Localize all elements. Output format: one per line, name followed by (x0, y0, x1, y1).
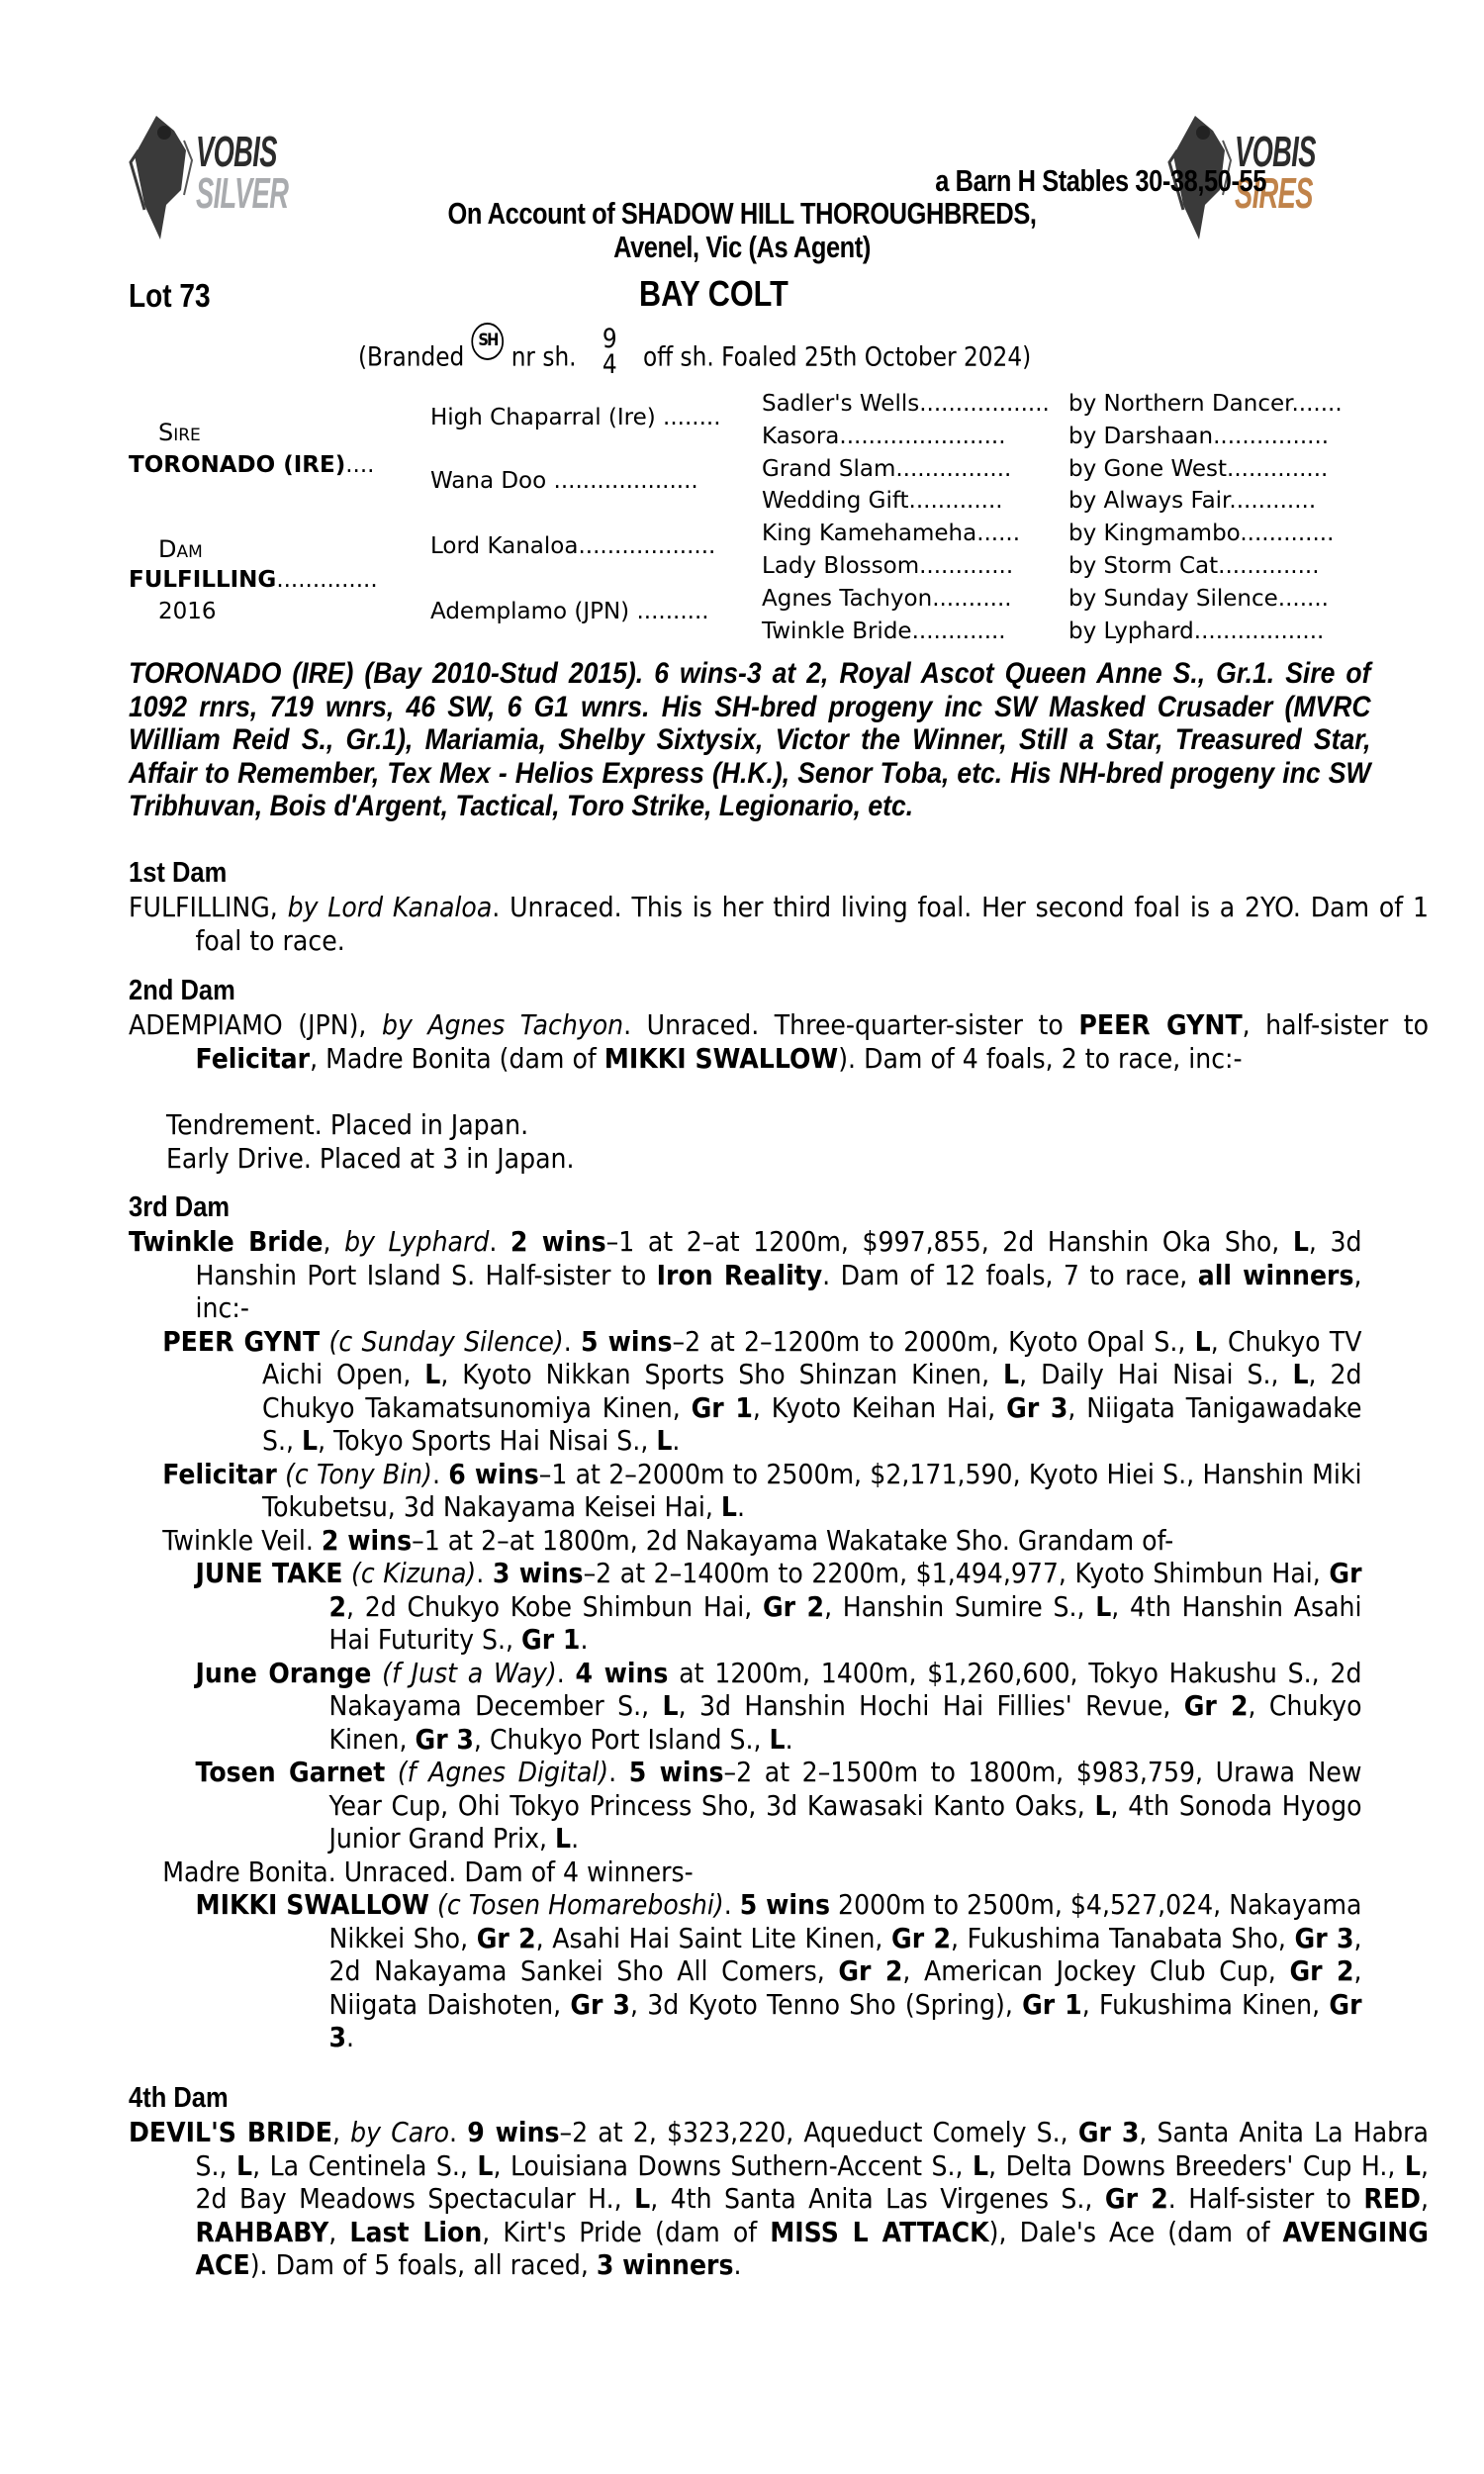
text: , La Centinela S., (252, 2148, 478, 2182)
great-grandparent-name: Lady Blossom (762, 553, 920, 579)
black-type-name: RAHBABY (195, 2215, 329, 2248)
winners-summary: 3 winners (596, 2248, 734, 2281)
grandparent-name: Wana Doo (430, 468, 547, 494)
race-grade: Gr 3 (415, 1722, 474, 1756)
great-grandparent-sire-name: by Storm Cat (1068, 553, 1219, 579)
second-dam-text (129, 1008, 1429, 1075)
progeny-name: Felicitar (162, 1457, 277, 1490)
text: , 2d Bay Meadows Spectacular H., (195, 2148, 1429, 2215)
black-type-name: Iron Reality (656, 1258, 823, 1291)
wins: 5 wins (628, 1756, 724, 1788)
wins: 4 wins (575, 1656, 669, 1689)
text: , (1420, 2182, 1429, 2215)
race-grade: L (973, 2148, 989, 2182)
text: , Niigata Daishoten, (328, 1954, 1362, 2021)
race-grade: Gr 2 (476, 1921, 536, 1954)
race-grade: Gr 2 (762, 1589, 825, 1623)
progeny-sire: (c Sunday Silence) (328, 1324, 564, 1358)
race-grade: L (1292, 1225, 1309, 1258)
progeny-name: MIKKI SWALLOW (195, 1888, 429, 1921)
text: , Tokyo Sports Hai Nisai S., (318, 1424, 657, 1457)
dam-year: 2016 (158, 599, 217, 624)
text: –2 at 2–1200m to 2000m, Kyoto Opal S., (672, 1324, 1195, 1358)
race-grade: L (720, 1490, 737, 1523)
race-grade: L (769, 1722, 786, 1756)
race-grade: L (634, 2182, 651, 2215)
first-dam-heading: 1st Dam (129, 857, 228, 889)
great-grandparent-sire-name: by Darshaan (1068, 423, 1214, 449)
text: , 2d Chukyo Takamatsunomiya Kinen, (262, 1358, 1362, 1424)
text: . (672, 1424, 681, 1457)
text: –2 at 2, $323,220, Aqueduct Comely S., (559, 2116, 1078, 2148)
progeny-twinkle-veil (129, 1524, 1362, 1558)
text: , Hanshin Sumire S., (824, 1589, 1096, 1623)
text: . Dam of 12 foals, 7 to race, (822, 1258, 1198, 1291)
text: , Daily Hai Nisai S., (1019, 1358, 1293, 1390)
first-dam-text (129, 891, 1429, 957)
race-grade: Gr 2 (328, 1557, 1362, 1623)
great-grandparent-sire-name: by Gone West (1068, 455, 1228, 482)
text: . (580, 1623, 589, 1656)
text: . Half-sister to (1167, 2182, 1364, 2215)
great-grandparent-dots: ............. (908, 488, 1003, 515)
lot-number: Lot 73 (129, 277, 211, 314)
race-grade: L (1094, 1788, 1111, 1822)
text: –1 at 2–at 1800m, 2d Nakayama Wakatake Sho. Grandam of- (412, 1523, 1174, 1557)
progeny-sire: (f Agnes Digital) (397, 1756, 609, 1788)
progeny-sire: (c Tony Bin) (285, 1457, 432, 1490)
race-grade: Gr 3 (570, 1987, 630, 2021)
race-grade: L (662, 1689, 679, 1722)
text: , 2d Chukyo Kobe Shimbun Hai, (346, 1589, 763, 1623)
race-grade: L (236, 2148, 253, 2182)
wins: 9 wins (467, 2116, 560, 2148)
great-grandparent (762, 553, 1013, 579)
great-grandparent-sire (1068, 521, 1334, 546)
grandparent-dots: .................... (553, 468, 698, 494)
race-grade: L (1292, 1358, 1309, 1390)
vendor-address: Avenel, Vic (As Agent) (613, 230, 871, 264)
great-grandparent-sire-dots: ............. (1240, 521, 1335, 547)
text: , (328, 2215, 350, 2248)
black-type-name: MISS L ATTACK (770, 2215, 989, 2248)
vendor-location: a Barn H Stables 30-38,50-55 (935, 163, 1266, 198)
sh-brand-icon: SH (472, 323, 505, 360)
progeny-peer-gynt: PEER GYNT (c Sunday Silence). 5 wins–2 at 2–1200m to 2000m, Kyoto Opal S., L, Chukyo TV Aichi Open, L, Kyoto Nikkan Sports Sho Shinzan Kinen, L, Daily Hai Nisai S., L, 2d Chukyo Takamatsunomiya Kinen, Gr 1, Kyoto Keihan Hai, Gr 3, Niigata Tanigawadake S., L, Tokyo Sports Hai Nisai S., L. (162, 1324, 1362, 1457)
great-grandparent-name: King Kamehameha (762, 521, 977, 547)
great-grandparent-name: Agnes Tachyon (762, 585, 933, 612)
progeny-entry: Early Drive. Placed at 3 in Japan. (166, 1141, 575, 1175)
wins: 6 wins (448, 1457, 539, 1490)
progeny-name: Twinkle Veil. (162, 1523, 322, 1557)
great-grandparent-sire-name: by Sunday Silence (1068, 585, 1278, 612)
race-grade: Gr 2 (838, 1954, 903, 1987)
progeny-name: Tosen Garnet (195, 1756, 386, 1788)
great-grandparent-name: Twinkle Bride (762, 618, 912, 644)
brand-prefix: (Branded (358, 341, 465, 373)
text: . (571, 1822, 580, 1855)
race-grade: L (1194, 1324, 1211, 1358)
text: ), Dale's Ace (dam of (988, 2215, 1283, 2248)
fourth-dam-name: DEVIL'S BRIDE (129, 2116, 332, 2148)
text: , Fukushima Tanabata Sho, (950, 1921, 1295, 1954)
second-dam-progeny (166, 1108, 1324, 1175)
brand-number-fraction (602, 324, 617, 380)
text: , 4th Sonoda Hyogo Junior Grand Prix, (328, 1788, 1362, 1855)
logo-word-silver: SILVER (196, 169, 289, 218)
great-grandparent-name: Grand Slam (762, 455, 896, 482)
great-grandparent (762, 456, 1011, 482)
great-grandparent-dots: .................. (919, 391, 1050, 417)
race-grade: Gr 2 (1183, 1689, 1249, 1722)
vobis-silver-logo (127, 111, 325, 239)
text: –2 at 2–1500m to 1800m, $983,759, Urawa New Year Cup, Ohi Tokyo Princess Sho, 3d Kawasaki Kanto Oaks, (328, 1756, 1362, 1822)
race-grade: L (1404, 2148, 1421, 2182)
grandprogeny-june-orange: June Orange (f Just a Way). 4 wins at 1200m, 1400m, $1,260,600, Tokyo Hakushu S., 2d Nakayama December S., L, 3d Hanshin Hochi Hai Fillies' Revue, Gr 2, Chukyo Kinen, Gr 3, Chukyo Port Island S., L. (195, 1656, 1362, 1756)
text: at 1200m, 1400m, $1,260,600, Tokyo Hakushu S., 2d Nakayama December S., (328, 1656, 1362, 1722)
great-grandparent-sire (1068, 488, 1316, 514)
progeny-entry: Tendrement. Placed in Japan. (166, 1108, 529, 1141)
text: , 3d Kyoto Tenno Sho (Spring), (629, 1987, 1023, 2021)
race-grade: Gr 3 (328, 1987, 1362, 2053)
text: , 3d Hanshin Port Island S. Half-sister to (195, 1225, 1362, 1291)
text: , half-sister to (1242, 1008, 1430, 1041)
grandparent-name: Ademplamo (JPN) (430, 599, 630, 624)
grandparent (430, 468, 698, 494)
text: , Niigata Tanigawadake S., (262, 1390, 1362, 1457)
great-grandparent-sire (1068, 456, 1328, 482)
text: , Asahi Hai Saint Lite Kinen, (535, 1921, 892, 1954)
text: . (736, 1490, 746, 1523)
text: ). Dam of 4 foals, 2 to race, inc:- (838, 1041, 1243, 1075)
dam-label: Dam (158, 535, 203, 563)
sire-summary: TORONADO (IRE) (Bay 2010-Stud 2015). 6 wins-3 at 2, Royal Ascot Queen Anne S., Gr.1. Sire of 1092 rnrs, 719 wnrs, 46 SW, 6 G1 wnrs. His SH-bred progeny inc SW Masked Crusader (MVRC William Reid S., Gr.1), Mariamia, Shelby Sixtysix, Victor the Winner, Still a Star, Treasured Star, Affair to Remember, Tex Mex - Helios Express (H.K.), Senor Toba, etc. His NH-bred progeny inc SW Tribhuvan, Bois d'Argent, Tactical, Toro Strike, Legionario, etc. (129, 657, 1371, 822)
dam-name: FULFILLING (129, 567, 277, 593)
winners-summary: all winners (1197, 1258, 1354, 1291)
text: , 2d Nakayama Sankei Sho All Comers, (328, 1921, 1362, 1987)
sire-summary-block (129, 657, 1370, 823)
black-type-name: RED (1363, 2182, 1421, 2215)
wins: 2 wins (510, 1225, 606, 1258)
grandparent (430, 405, 721, 430)
text: , American Jockey Club Cup, (902, 1954, 1290, 1987)
text: –1 at 2–at 1200m, $997,855, 2d Hanshin Oka Sho, (605, 1225, 1293, 1258)
foaled-date: off sh. Foaled 25th October 2024) (642, 341, 1032, 373)
race-grade: Gr 1 (691, 1390, 753, 1424)
great-grandparent-sire-dots: ................ (1213, 423, 1330, 449)
race-grade: L (1003, 1358, 1020, 1390)
race-grade: L (1095, 1589, 1112, 1623)
great-grandparent-sire-dots: .................. (1193, 618, 1325, 644)
race-grade: L (555, 1822, 572, 1855)
logo-word-vobis: VOBIS (196, 128, 277, 176)
great-grandparent-dots: ........... (932, 585, 1012, 612)
great-grandparent-name: Sadler's Wells (762, 391, 920, 417)
fourth-dam-heading: 4th Dam (129, 2082, 229, 2114)
race-grade: L (477, 2148, 494, 2182)
wins: 5 wins (739, 1888, 830, 1921)
progeny-sire: (c Tosen Homareboshi) (437, 1888, 724, 1921)
text: , Madre Bonita (dam of (310, 1041, 604, 1075)
great-grandparent-dots: ................ (895, 455, 1012, 482)
third-dam-name: Twinkle Bride (129, 1225, 324, 1258)
race-grade: Gr 2 (891, 1921, 951, 1954)
race-grade: Gr 1 (521, 1623, 581, 1656)
race-grade: Gr 2 (1289, 1954, 1354, 1987)
great-grandparent (762, 424, 1006, 449)
text: , 4th Hanshin Asahi Hai Futurity S., (328, 1589, 1362, 1656)
first-dam-sire: by Lord Kanaloa (287, 891, 493, 923)
great-grandparent-sire (1068, 424, 1329, 449)
race-grade: Gr 3 (1006, 1390, 1068, 1424)
progeny-name: PEER GYNT (162, 1324, 321, 1358)
great-grandparent-name: Wedding Gift (762, 488, 909, 515)
progeny-sire: (c Kizuna) (351, 1557, 477, 1589)
great-grandparent-sire-dots: ....... (1291, 391, 1343, 417)
grandparent-dots: ................... (578, 533, 716, 559)
wins: 2 wins (321, 1523, 413, 1557)
race-grade: Gr 1 (1022, 1987, 1082, 2021)
progeny-felicitar: Felicitar (c Tony Bin). 6 wins–1 at 2–2000m to 2500m, $2,171,590, Kyoto Hiei S., Hanshin Miki Tokubetsu, 3d Nakayama Keisei Hai, L. (162, 1457, 1362, 1523)
great-grandparent (762, 618, 1006, 644)
text: , Fukushima Kinen, (1081, 1987, 1330, 2021)
great-grandparent-sire-dots: .............. (1218, 553, 1320, 579)
pedigree-table (129, 391, 1375, 648)
text: . (785, 1722, 793, 1756)
race-grade: Gr 3 (1294, 1921, 1354, 1954)
second-dam-name: ADEMPIAMO (JPN), (129, 1008, 367, 1041)
text: , Kyoto Keihan Hai, (752, 1390, 1007, 1424)
great-grandparent-sire-dots: ............ (1229, 488, 1317, 515)
great-grandparent-sire (1068, 553, 1320, 579)
text: –1 at 2–2000m to 2500m, $2,171,590, Kyoto Hiei S., Hanshin Miki Tokubetsu, 3d Nakayama Keisei Hai, (262, 1457, 1362, 1523)
grandprogeny-mikki-swallow: MIKKI SWALLOW (c Tosen Homareboshi). 5 wins 2000m to 2500m, $4,527,024, Nakayama Nikkei Sho, Gr 2, Asahi Hai Saint Lite Kinen, Gr 2, Fukushima Tanabata Sho, Gr 3, 2d Nakayama Sankei Sho All Comers, Gr 2, American Jockey Club Cup, Gr 2, Niigata Daishoten, Gr 3, 3d Kyoto Tenno Sho (Spring), Gr 1, Fukushima Kinen, Gr 3. (195, 1888, 1362, 2053)
grandparent-name: Lord Kanaloa (430, 533, 579, 559)
third-dam-section (129, 1225, 1362, 2054)
great-grandparent-dots: ............. (919, 553, 1014, 579)
text: , Chukyo Port Island S., (473, 1722, 770, 1756)
text: , 4th Santa Anita Las Virgenes S., (650, 2182, 1105, 2215)
grandparent-dots: .......... (636, 599, 709, 624)
wins: 5 wins (581, 1324, 673, 1358)
text: , Chukyo Kinen, (328, 1689, 1362, 1756)
wins: 3 wins (492, 1557, 584, 1589)
great-grandparent (762, 521, 1020, 546)
text: . (346, 2021, 355, 2053)
great-grandparent (762, 391, 1050, 417)
text: , Louisiana Downs Suthern-Accent S., (493, 2148, 974, 2182)
second-dam-heading: 2nd Dam (129, 975, 235, 1006)
race-grade: Gr 3 (1077, 2116, 1140, 2148)
sire-dots: .... (345, 452, 375, 478)
black-type-name: Felicitar (195, 1041, 311, 1075)
great-grandparent-sire-name: by Kingmambo (1068, 521, 1241, 547)
great-grandparent-sire-dots: ....... (1277, 585, 1329, 612)
text: , Chukyo TV Aichi Open, (262, 1324, 1362, 1390)
great-grandparent-sire (1068, 586, 1329, 612)
grandprogeny-tosen-garnet: Tosen Garnet (f Agnes Digital). 5 wins–2 at 2–1500m to 1800m, $983,759, Urawa New Year Cup, Ohi Tokyo Princess Sho, 3d Kawasaki Kanto Oaks, L, 4th Sonoda Hyogo Junior Grand Prix, L. (195, 1756, 1362, 1855)
sire-label: Sire (158, 419, 201, 446)
black-type-name: MIKKI SWALLOW (603, 1041, 839, 1075)
great-grandparent-dots: ............. (911, 618, 1006, 644)
black-type-name: Last Lion (349, 2215, 483, 2248)
sire-entry (129, 452, 374, 478)
great-grandparent-sire-name: by Always Fair (1068, 488, 1230, 515)
great-grandparent-sire (1068, 618, 1324, 644)
text: ). Dam of 5 foals, all raced, (249, 2248, 597, 2281)
sire-name: TORONADO (IRE) (129, 452, 346, 478)
first-dam-details: . Unraced. This is her third living foal. Her second foal is a 2YO. Dam of 1 foal to race. (195, 891, 1430, 957)
fraction-top: 9 (602, 324, 617, 354)
text: , Delta Downs Breeders' Cup H., (988, 2148, 1405, 2182)
great-grandparent-sire-dots: .............. (1227, 455, 1329, 482)
grandprogeny-june-take: JUNE TAKE (c Kizuna). 3 wins–2 at 2–1400m to 2200m, $1,494,977, Kyoto Shimbun Hai, Gr 2, 2d Chukyo Kobe Shimbun Hai, Gr 2, Hanshin Sumire S., L, 4th Hanshin Asahi Hai Futurity S., Gr 1. (195, 1557, 1362, 1656)
great-grandparent-sire-name: by Northern Dancer (1068, 391, 1292, 417)
text: , Kirt's Pride (dam of (482, 2215, 771, 2248)
great-grandparent (762, 586, 1012, 612)
text: . (733, 2248, 742, 2281)
race-grade: L (424, 1358, 441, 1390)
race-grade: Gr 2 (1104, 2182, 1168, 2215)
fraction-bottom: 4 (602, 349, 617, 380)
first-dam-name: FULFILLING, (129, 891, 278, 923)
grandparent-name: High Chaparral (Ire) (430, 405, 656, 430)
brand-near-shoulder: nr sh. (510, 341, 577, 373)
dam-entry (129, 567, 378, 593)
text: . Unraced. Three-quarter-sister to (623, 1008, 1079, 1041)
progeny-madre-bonita: Madre Bonita. Unraced. Dam of 4 winners- (162, 1855, 694, 1888)
race-grade: L (302, 1424, 319, 1457)
great-grandparent-sire (1068, 391, 1343, 417)
second-dam-sire: by Agnes Tachyon (381, 1008, 624, 1041)
progeny-name: JUNE TAKE (195, 1557, 343, 1589)
third-dam-text: Twinkle Bride, by Lyphard. 2 wins–1 at 2–at 1200m, $997,855, 2d Hanshin Oka Sho, L, 3d Hanshin Port Island S. Half-sister to Iron Reality. Dam of 12 foals, 7 to race, all winners, inc:- (129, 1225, 1362, 1324)
great-grandparent-dots: ....................... (839, 423, 1006, 449)
fourth-dam-text: DEVIL'S BRIDE, by Caro. 9 wins–2 at 2, $323,220, Aqueduct Comely S., Gr 3, Santa Anita La Habra S., L, La Centinela S., L, Louisiana Downs Suthern-Accent S., L, Delta Downs Breeders' Cup H., L, 2d Bay Meadows Spectacular H., L, 4th Santa Anita Las Virgenes S., Gr 2. Half-sister to RED, RAHBABY, Last Lion, Kirt's Pride (dam of MISS L ATTACK), Dale's Ace (dam of AVENGING ACE). Dam of 5 foals, all raced, 3 winners. (129, 2116, 1429, 2281)
grandparent-dots: ........ (663, 405, 721, 430)
text: 2000m to 2500m, $4,527,024, Nakayama Nikkei Sho, (328, 1888, 1362, 1954)
progeny-sire: (f Just a Way) (382, 1656, 557, 1689)
text: , Kyoto Nikkan Sports Sho Shinzan Kinen, (440, 1358, 1004, 1390)
text: , 3d Hanshin Hochi Hai Fillies' Revue, (678, 1689, 1184, 1722)
race-grade: L (656, 1424, 673, 1457)
great-grandparent-dots: ...... (976, 521, 1021, 547)
progeny-name: June Orange (195, 1656, 372, 1689)
vendor-name: On Account of SHADOW HILL THOROUGHBREDS, (447, 196, 1037, 231)
text: –2 at 2–1400m to 2200m, $1,494,977, Kyoto Shimbun Hai, (583, 1557, 1330, 1589)
great-grandparent-name: Kasora (762, 423, 840, 449)
brand-foaling-line (358, 324, 1032, 384)
grandparent (430, 533, 715, 559)
dam-dots: .............. (276, 567, 378, 593)
logo-word-vobis: VOBIS (1235, 128, 1316, 176)
fourth-dam-sire: by Caro (350, 2116, 450, 2148)
logo-word-sires: SIRES (1235, 169, 1313, 218)
third-dam-sire: by Lyphard (344, 1225, 490, 1258)
text: , inc:- (195, 1258, 1362, 1324)
great-grandparent (762, 488, 1003, 514)
third-dam-heading: 3rd Dam (129, 1191, 231, 1223)
horse-rider-logo-icon (127, 111, 196, 244)
lot-title: BAY COLT (639, 273, 788, 314)
black-type-name: AVENGING ACE (195, 2215, 1429, 2281)
black-type-name: PEER GYNT (1078, 1008, 1243, 1041)
great-grandparent-sire-name: by Lyphard (1068, 618, 1194, 644)
grandparent (430, 599, 709, 624)
text: , Santa Anita La Habra S., (195, 2116, 1429, 2182)
